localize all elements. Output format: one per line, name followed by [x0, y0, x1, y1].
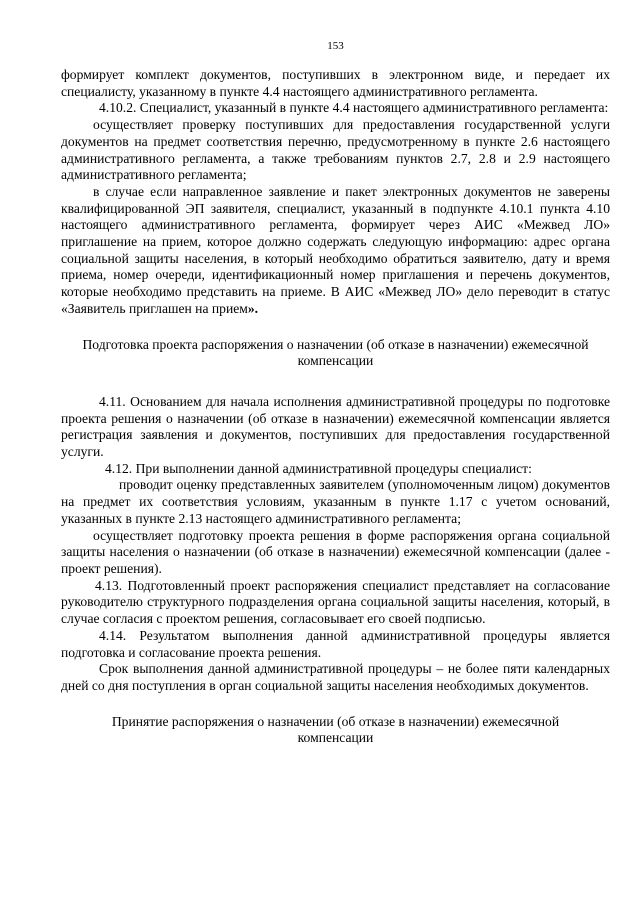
paragraph-deadline: Срок выполнения данной административной процедуры – не более пяти календарных дней со дня поступления в орган социальной защиты населения необходимых документов. [61, 661, 610, 693]
spacer [61, 370, 610, 394]
paragraph-invitation-text: в случае если направленное заявление и пакет электронных документов не заверены квалифицированной ЭП заявителя, специалист, указанный в подпункте 4.10.1 пункта 4.10 настоящего административного регламента, формирует через АИС «Межвед ЛО» приглашение на прием, которое должно содержать следующую информацию: адрес органа социальной защиты населения, в который необходимо обратиться заявителю, дату и время приема, номер очереди, идентификационный номер приглашения и перечень документов, которые необходимо представить на приеме. В АИС «Межвед ЛО» дело переводит в статус «Заявитель приглашен на прием [61, 183, 610, 316]
paragraph-4-10-2: 4.10.2. Специалист, указанный в пункте 4.4 настоящего административного регламента: [99, 100, 609, 116]
paragraph-assessment: проводит оценку представленных заявителем (уполномоченным лицом) документов на предмет их соответствия условиям, указанным в пункте 1.17 с учетом оснований, указанных в пункте 2.13 настоящего административного регламента; [61, 477, 610, 526]
section-heading-preparation: Подготовка проекта распоряжения о назначении (об отказе в назначении) ежемесячной компенсации [82, 336, 589, 369]
paragraph-invitation [61, 184, 610, 318]
spacer [61, 318, 610, 337]
paragraph-draft-preparation: осуществляет подготовку проекта решения в форме распоряжения органа социальной защиты населения о назначении (об отказе в назначении) ежемесячной компенсации (далее - проект решения). [61, 527, 610, 576]
paragraph-invitation-end: ». [247, 300, 259, 316]
paragraph-4-14: 4.14. Результатом выполнения данной административной процедуры является подготовка и согласование проекта решения. [61, 627, 610, 660]
paragraph-4-13: 4.13. Подготовленный проект распоряжения специалист представляет на согласование руководителю структурного подразделения органа социальной защиты населения, который, в случае согласия с проектом решения, согласовывает его своей подписью. [61, 577, 610, 627]
spacer [61, 695, 610, 714]
paragraph-4-12: 4.12. При выполнении данной административной процедуры специалист: [105, 460, 532, 476]
paragraph-verification: осуществляет проверку поступивших для предоставления государственной услуги документов на предмет соответствия перечню, предусмотренному в пункте 2.6 настоящего административного регламента, а также требованиям пунктов 2.7, 2.8 и 2.9 настоящего административного регламента; [61, 117, 610, 183]
paragraph-4-11: 4.11. Основанием для начала исполнения административной процедуры по подготовке проекта решения о назначении (об отказе в назначении) ежемесячной компенсации является регистрация заявления и документов, поступивших для предоставления государственной услуги. [61, 393, 610, 460]
section-heading-adoption: Принятие распоряжения о назначении (об отказе в назначении) ежемесячной компенсации [111, 713, 560, 746]
page-number: 153 [327, 40, 344, 52]
paragraph-continuation: формирует комплект документов, поступивших в электронном виде, и передает их специалисту, указанному в пункте 4.4 настоящего административного регламента. [61, 67, 610, 99]
